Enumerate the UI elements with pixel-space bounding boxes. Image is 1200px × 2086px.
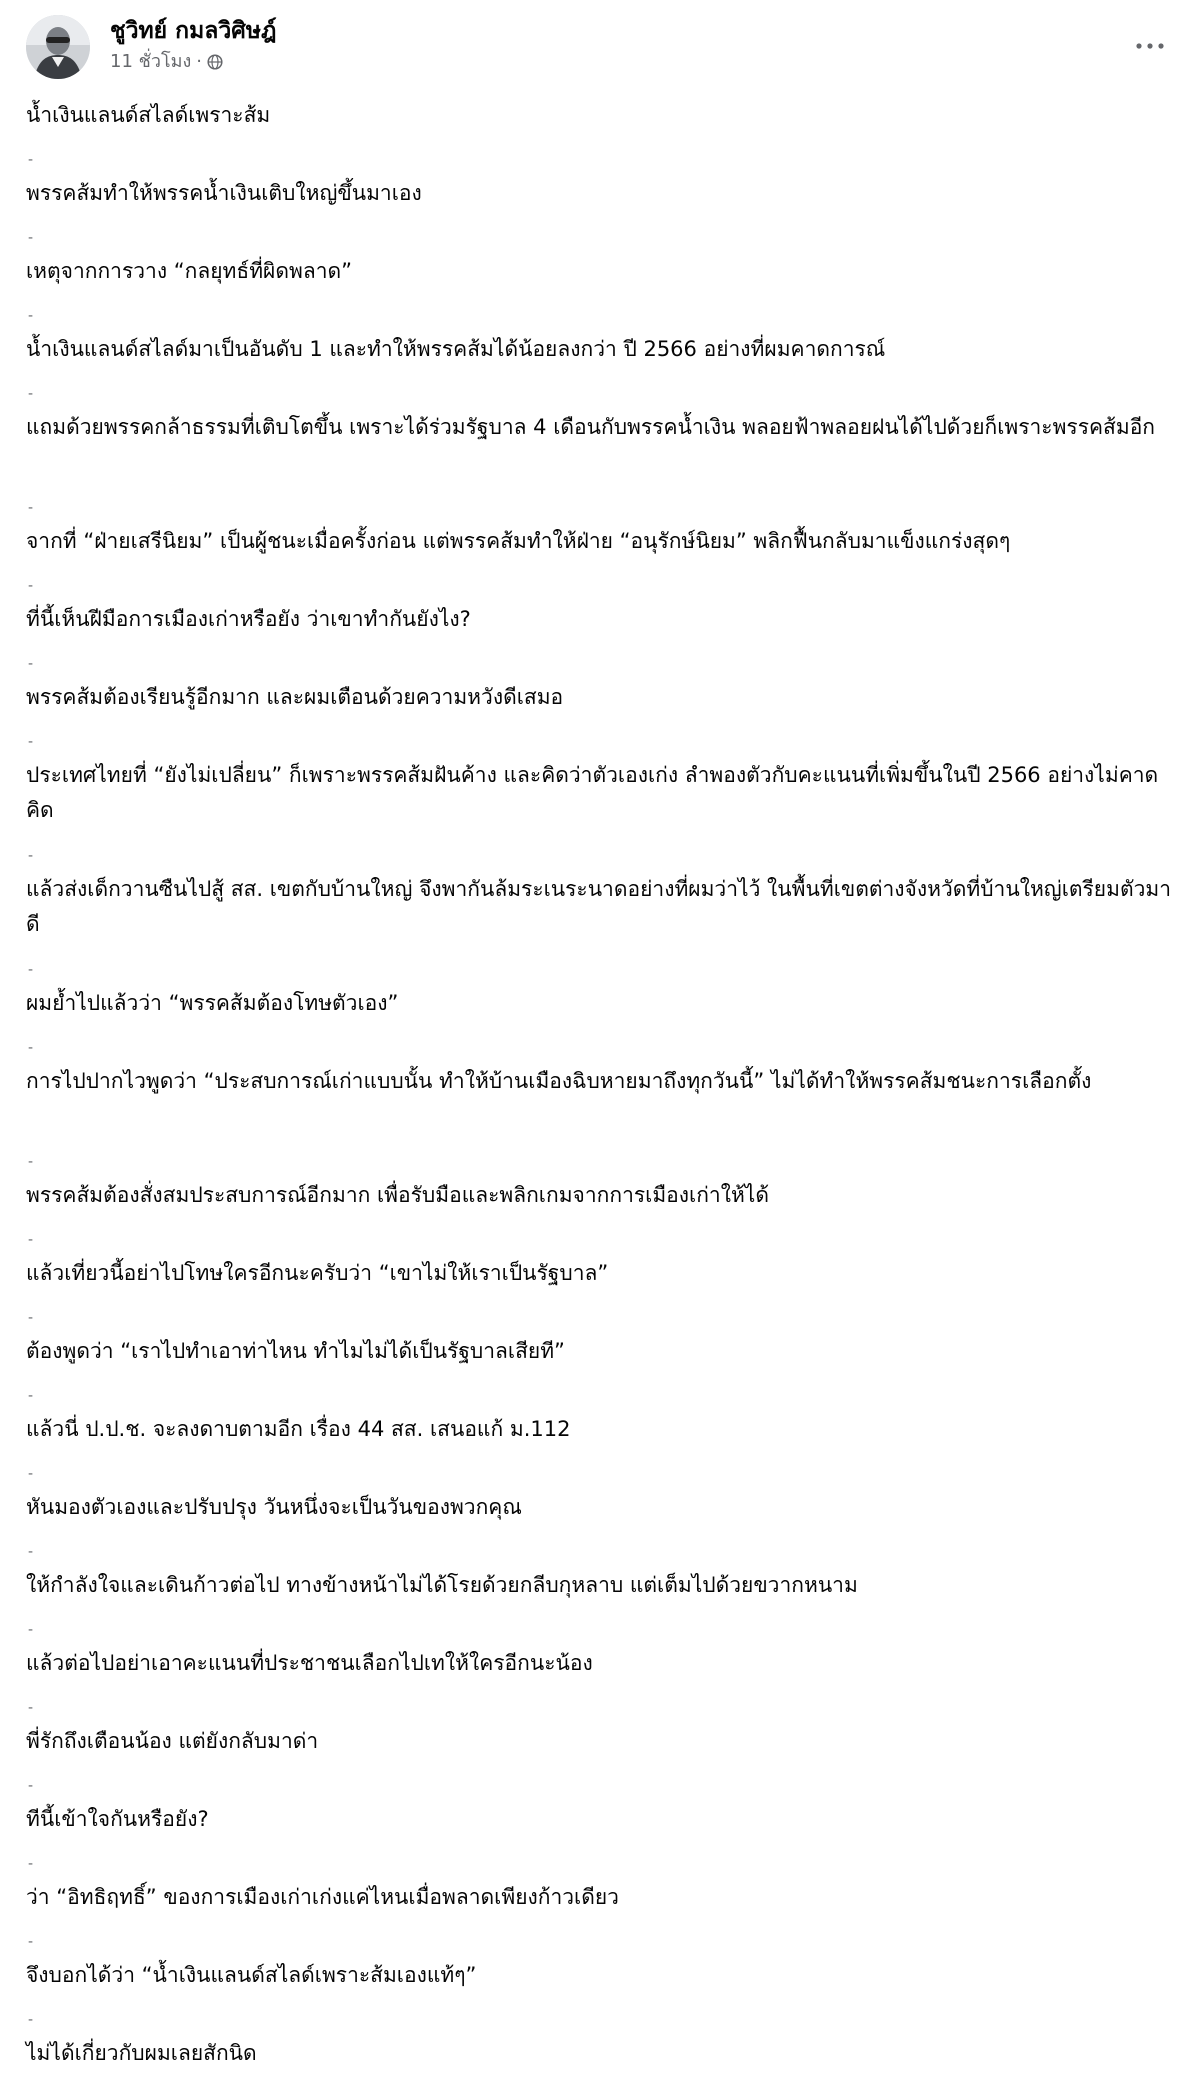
- post-paragraph: พรรคส้มทำให้พรรคน้ำเงินเติบใหญ่ขึ้นมาเอง: [26, 181, 422, 205]
- post-paragraph: แล้วต่อไปอย่าเอาคะแนนที่ประชาชนเลือกไปเทให้ใครอีกนะน้อง: [26, 1651, 593, 1675]
- more-horizontal-icon: [1135, 42, 1165, 50]
- post-paragraph: ให้กำลังใจและเดินก้าวต่อไป ทางข้างหน้าไม่ได้โรยด้วยกลีบกุหลาบ แต่เต็มไปด้วยขวากหนาม: [26, 1573, 858, 1597]
- post-paragraph: แล้วนี่ ป.ป.ช. จะลงดาบตามอีก เรื่อง 44 สส. เสนอแก้ ม.112: [26, 1417, 571, 1441]
- post-paragraph: พรรคส้มต้องสั่งสมประสบการณ์อีกมาก เพื่อรับมือและพลิกเกมจากการเมืองเก่าให้ได้: [26, 1183, 770, 1207]
- author-name[interactable]: ชูวิทย์ กมลวิศิษฎ์: [110, 18, 277, 44]
- post-paragraph: แถมด้วยพรรคกล้าธรรมที่เติบโตขึ้น เพราะได้ร่วมรัฐบาล 4 เดือนกับพรรคน้ำเงิน พลอยฟ้าพลอยฝนได้ไปด้วยก็เพราะพรรคส้มอีก: [26, 415, 1156, 439]
- paragraph-separator: -: [28, 848, 34, 864]
- post-paragraph: ประเทศไทยที่ “ยังไม่เปลี่ยน” ก็เพราะพรรคส้มฝันค้าง และคิดว่าตัวเองเก่ง ลำพองตัวกับคะแนนที่เพิ่มขึ้นในปี 2566 อย่างไม่คาดคิด: [26, 763, 1159, 822]
- post-paragraph: จากที่ “ฝ่ายเสรีนิยม” เป็นผู้ชนะเมื่อครั้งก่อน แต่พรรคส้มทำให้ฝ่าย “อนุรักษ์นิยม” พลิกฟื้นกลับมาแข็งแกร่งสุดๆ: [26, 529, 1011, 553]
- post-paragraph: น้ำเงินแลนด์สไลด์มาเป็นอันดับ 1 และทำให้พรรคส้มได้น้อยลงกว่า ปี 2566 อย่างที่ผมคาดการณ์: [26, 337, 886, 361]
- paragraph-separator: -: [28, 1778, 34, 1794]
- paragraph-separator: -: [28, 1934, 34, 1950]
- post-options-button[interactable]: [1130, 30, 1170, 62]
- meta-dot: ·: [196, 51, 203, 72]
- post-paragraph: แล้วส่งเด็กวานซืนไปสู้ สส. เขตกับบ้านใหญ่ จึงพากันล้มระเนระนาดอย่างที่ผมว่าไว้ ในพื้นที่เขตต่างจังหวัดที่บ้านใหญ่เตรียมตัวมาดี: [26, 877, 1172, 936]
- post-paragraph: พี่รักถึงเตือนน้อง แต่ยังกลับมาด่า: [26, 1729, 319, 1753]
- paragraph-separator: -: [28, 1232, 34, 1248]
- paragraph-separator: -: [28, 1466, 34, 1482]
- post-paragraph: ต้องพูดว่า “เราไปทำเอาท่าไหน ทำไมไม่ได้เป็นรัฐบาลเสียที”: [26, 1339, 565, 1363]
- paragraph-separator: -: [28, 962, 34, 978]
- paragraph-separator: -: [28, 1154, 34, 1170]
- paragraph-separator: -: [28, 1388, 34, 1404]
- post-paragraph: ทีนี้เข้าใจกันหรือยัง?: [26, 1807, 209, 1831]
- avatar-photo-icon: [26, 15, 90, 79]
- post-paragraph: ที่นี้เห็นฝีมือการเมืองเก่าหรือยัง ว่าเขาทำกันยังไง?: [26, 607, 471, 631]
- paragraph-separator: -: [28, 230, 34, 246]
- post-paragraph: เหตุจากการวาง “กลยุทธ์ที่ผิดพลาด”: [26, 259, 353, 283]
- paragraph-separator: -: [28, 308, 34, 324]
- paragraph-separator: -: [28, 1544, 34, 1560]
- post-paragraph: ไม่ได้เกี่ยวกับผมเลยสักนิด: [26, 2041, 257, 2065]
- post-paragraph: แล้วเที่ยวนี้อย่าไปโทษใครอีกนะครับว่า “เขาไม่ให้เราเป็นรัฐบาล”: [26, 1261, 609, 1285]
- post-paragraph: หันมองตัวเองและปรับปรุง วันหนึ่งจะเป็นวันของพวกคุณ: [26, 1495, 522, 1519]
- paragraph-separator: -: [28, 386, 34, 402]
- paragraph-separator: -: [28, 1700, 34, 1716]
- post-paragraph: พรรคส้มต้องเรียนรู้อีกมาก และผมเตือนด้วยความหวังดีเสมอ: [26, 685, 564, 709]
- globe-icon[interactable]: [207, 54, 223, 70]
- post-meta: [110, 50, 223, 74]
- post-paragraph: ผมย้ำไปแล้วว่า “พรรคส้มต้องโทษตัวเอง”: [26, 991, 399, 1015]
- post-header: [26, 0, 1176, 98]
- author-avatar[interactable]: [26, 15, 90, 79]
- paragraph-separator: -: [28, 2012, 34, 2028]
- post-paragraph: น้ำเงินแลนด์สไลด์เพราะส้ม: [26, 103, 271, 127]
- post-paragraph: จึงบอกได้ว่า “น้ำเงินแลนด์สไลด์เพราะส้มเองแท้ๆ”: [26, 1963, 477, 1987]
- post-paragraph: การไปปากไวพูดว่า “ประสบการณ์เก่าแบบนั้น ทำให้บ้านเมืองฉิบหายมาถึงทุกวันนี้” ไม่ได้ทำให้พรรคส้มชนะการเลือกตั้ง: [26, 1069, 1092, 1093]
- paragraph-separator: -: [28, 1622, 34, 1638]
- paragraph-separator: -: [28, 500, 34, 516]
- paragraph-separator: -: [28, 1040, 34, 1056]
- paragraph-separator: -: [28, 656, 34, 672]
- post-timestamp[interactable]: 11 ชั่วโมง: [110, 51, 192, 72]
- paragraph-separator: -: [28, 1856, 34, 1872]
- paragraph-separator: -: [28, 1310, 34, 1326]
- paragraph-separator: -: [28, 152, 34, 168]
- paragraph-separator: -: [28, 734, 34, 750]
- paragraph-separator: -: [28, 578, 34, 594]
- post-paragraph: ว่า “อิทธิฤทธิ์” ของการเมืองเก่าเก่งแค่ไหนเมื่อพลาดเพียงก้าวเดียว: [26, 1885, 619, 1909]
